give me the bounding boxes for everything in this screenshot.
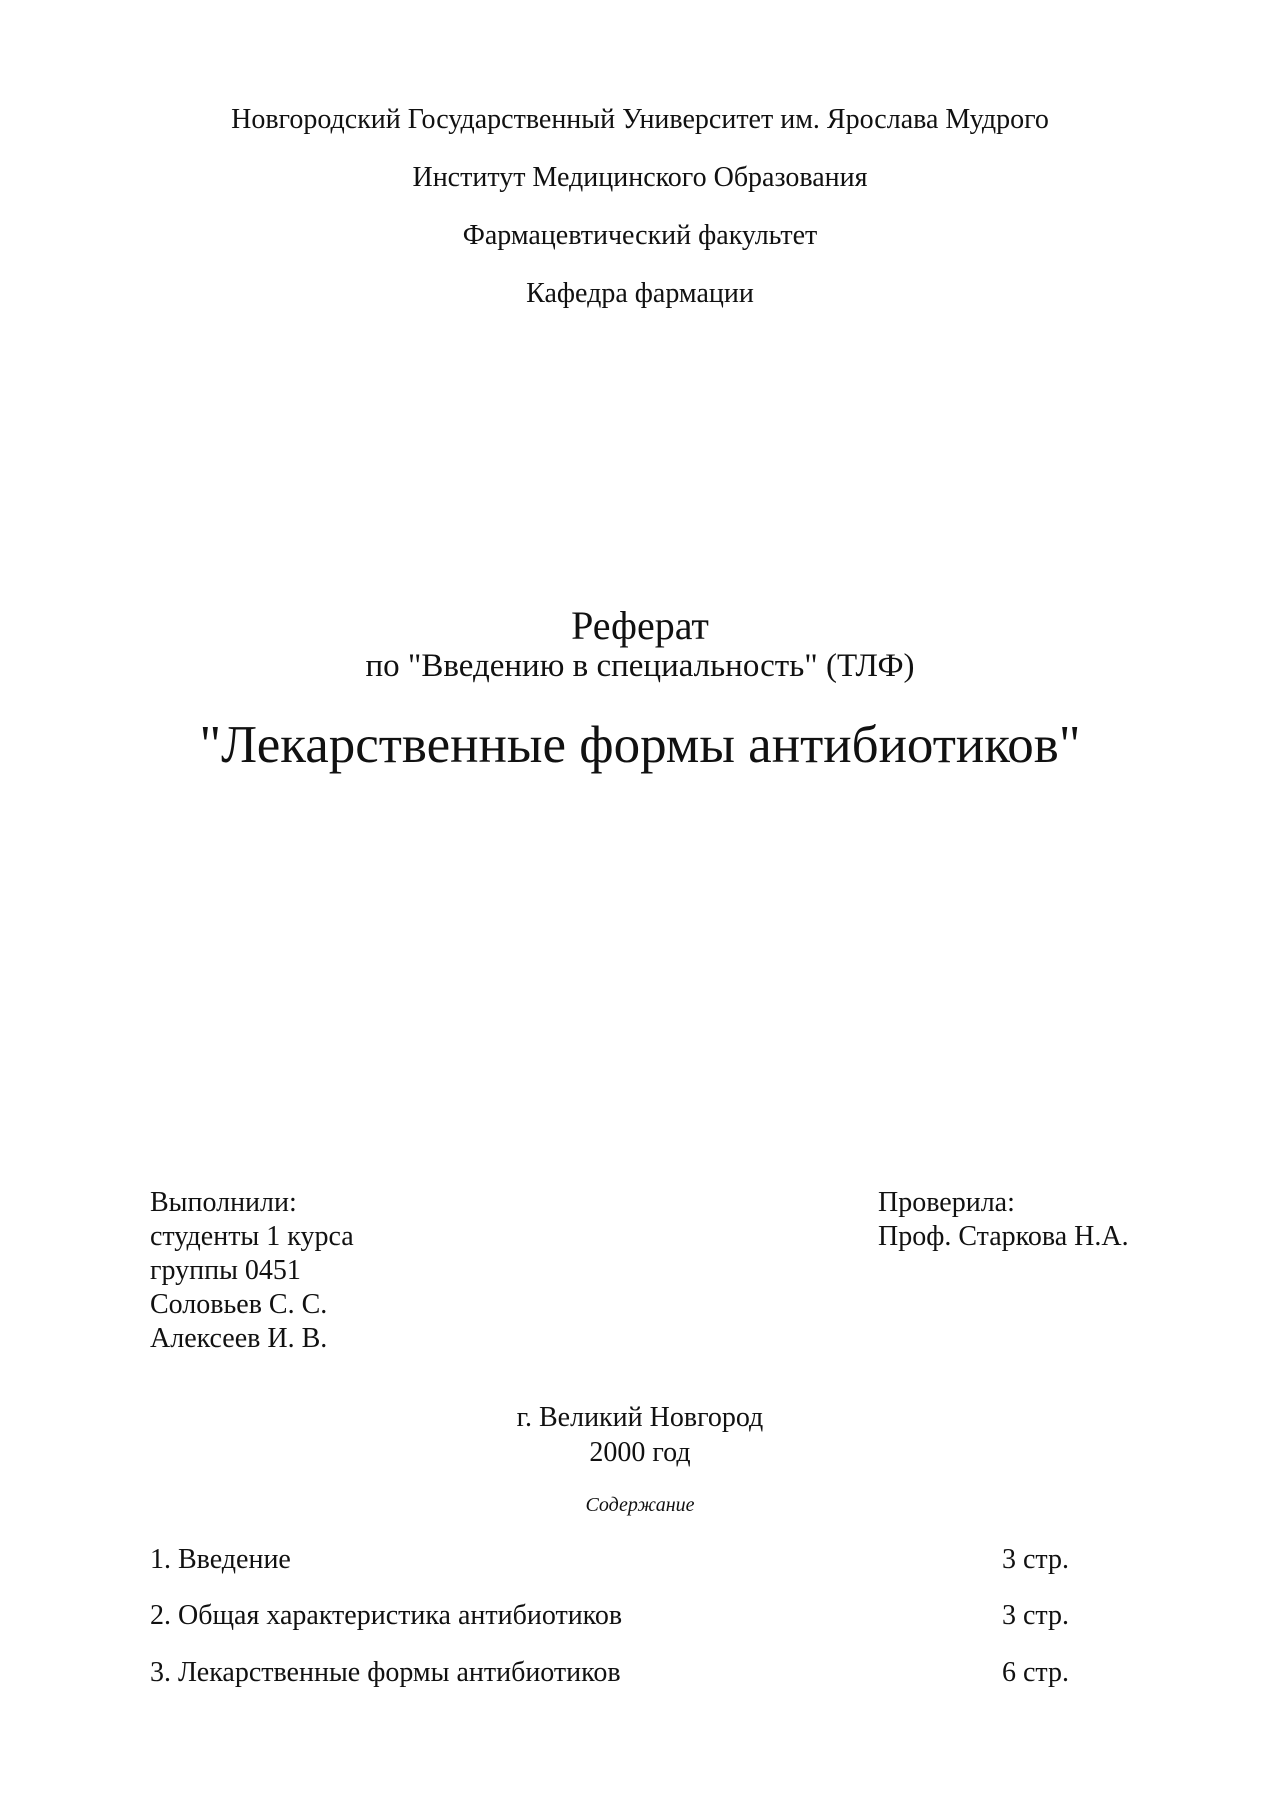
authors-line: группы 0451 [150,1255,301,1286]
faculty-name: Фармацевтический факультет [462,220,818,251]
document-topic: "Лекарственные формы антибиотиков" [199,716,1081,774]
reviewer-label: Проверила: [878,1187,1015,1218]
toc-item-page: 3 стр. [1002,1544,1070,1575]
toc-item-title: 3. Лекарственные формы антибиотиков [150,1657,621,1688]
institute-name: Институт Медицинского Образования [412,162,868,193]
toc-item-title: 1. Введение [150,1544,291,1575]
document-type: Реферат [571,603,709,648]
authors-line: Соловьев С. С. [150,1289,328,1320]
document-subject: по "Введению в специальность" (ТЛФ) [365,648,915,684]
authors-label: Выполнили: [150,1187,297,1218]
department-name: Кафедра фармации [526,278,754,309]
authors-line: студенты 1 курса [150,1221,354,1252]
toc-item-page: 3 стр. [1002,1600,1070,1631]
toc-heading: Содержание [585,1494,695,1516]
university-name: Новгородский Государственный Университет им. Ярослава Мудрого [231,104,1049,135]
reviewer-name: Проф. Старкова Н.А. [878,1221,1129,1252]
authors-line: Алексеев И. В. [150,1323,328,1354]
year: 2000 год [589,1437,691,1468]
authors-block [150,1186,354,1356]
reviewer-block [878,1186,1129,1254]
city: г. Великий Новгород [516,1402,764,1433]
toc-item-title: 2. Общая характеристика антибиотиков [150,1600,623,1631]
toc-item-page: 6 стр. [1002,1657,1070,1688]
